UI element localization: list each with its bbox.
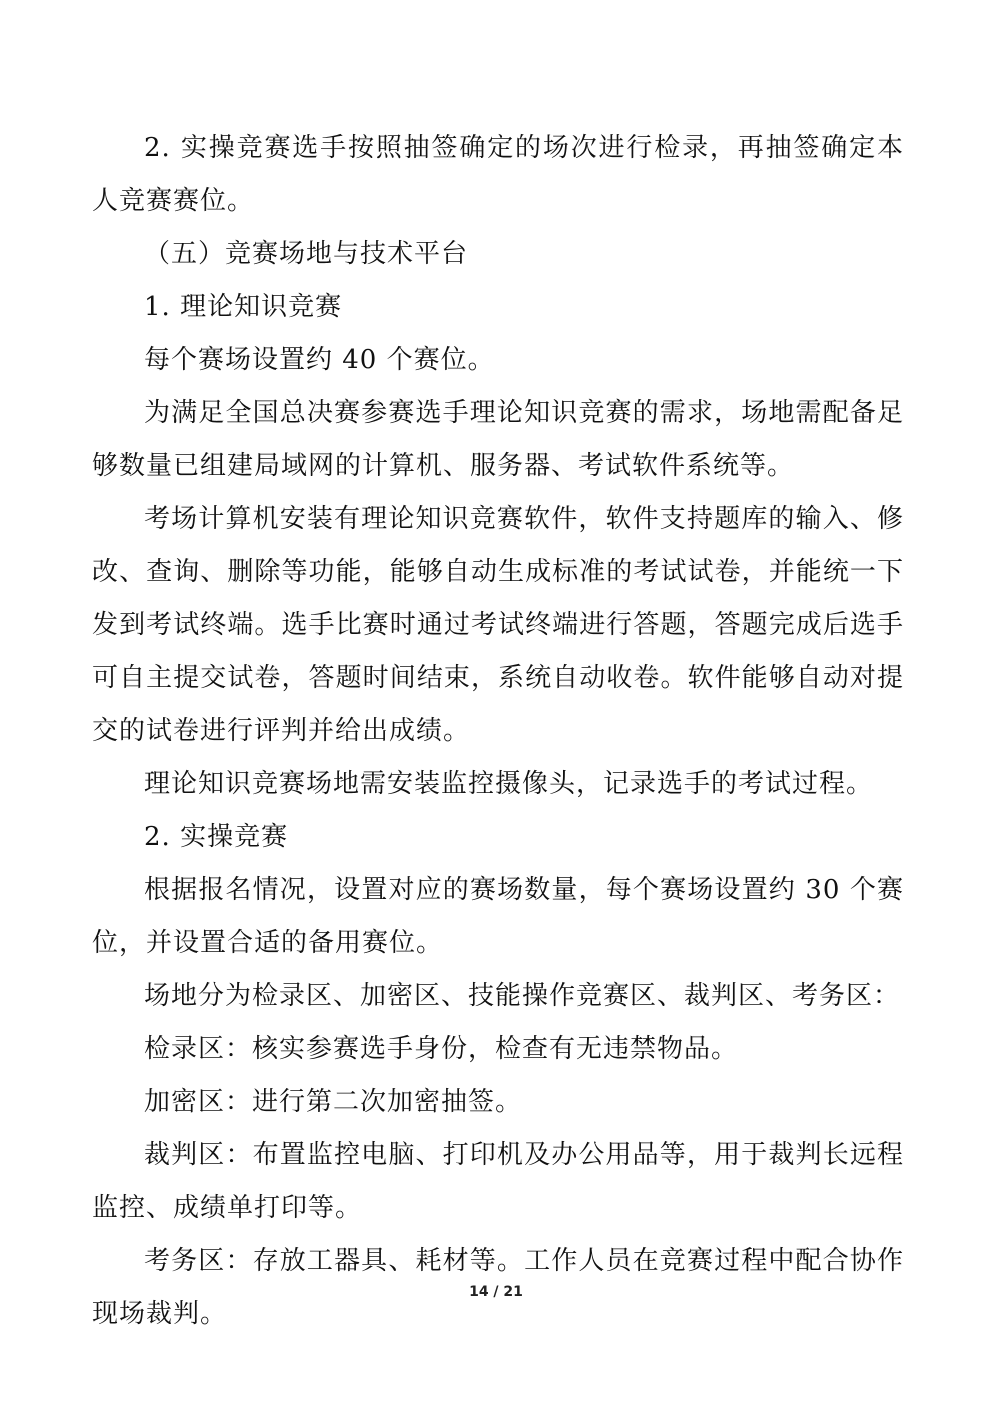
paragraph-areas-list: 场地分为检录区、加密区、技能操作竞赛区、裁判区、考务区： [144,981,901,1011]
paragraph-theory-software: 考场计算机安装有理论知识竞赛软件，软件支持题库的输入、修改、查询、删除等功能，能够自动生成标准的考试试卷，并能统一下发到考试终端。选手比赛时通过考试终端进行答题，答题完成后选手可自主提交试卷，答题时间结束，系统自动收卷。软件能够自动对提交的试卷进行评判并给出成绩。 [92,504,904,746]
paragraph-theory-seats: 每个赛场设置约 40 个赛位。 [144,345,495,375]
paragraph-theory-equipment: 为满足全国总决赛参赛选手理论知识竞赛的需求，场地需配备足够数量已组建局域网的计算机、服务器、考试软件系统等。 [92,398,904,481]
page-number: 14 / 21 [469,1284,523,1300]
paragraph-referee-area: 裁判区：布置监控电脑、打印机及办公用品等，用于裁判长远程监控、成绩单打印等。 [92,1140,904,1223]
paragraph-encryption-area: 加密区：进行第二次加密抽签。 [144,1087,523,1117]
section-heading-venue: （五）竞赛场地与技术平台 [144,239,469,269]
document-body [92,122,904,1341]
paragraph-theory-camera: 理论知识竞赛场地需安装监控摄像头，记录选手的考试过程。 [144,769,874,799]
subheading-theory: 1. 理论知识竞赛 [144,292,343,322]
paragraph-practical-seats: 根据报名情况，设置对应的赛场数量，每个赛场设置约 30 个赛位，并设置合适的备用赛位。 [92,875,904,958]
paragraph-exam-affairs-area: 考务区：存放工器具、耗材等。工作人员在竞赛过程中配合协作现场裁判。 [92,1246,904,1329]
subheading-practical: 2. 实操竞赛 [144,822,289,852]
paragraph-seat-draw: 2. 实操竞赛选手按照抽签确定的场次进行检录，再抽签确定本人竞赛赛位。 [92,133,904,216]
paragraph-checkin-area: 检录区：核实参赛选手身份，检查有无违禁物品。 [144,1034,739,1064]
